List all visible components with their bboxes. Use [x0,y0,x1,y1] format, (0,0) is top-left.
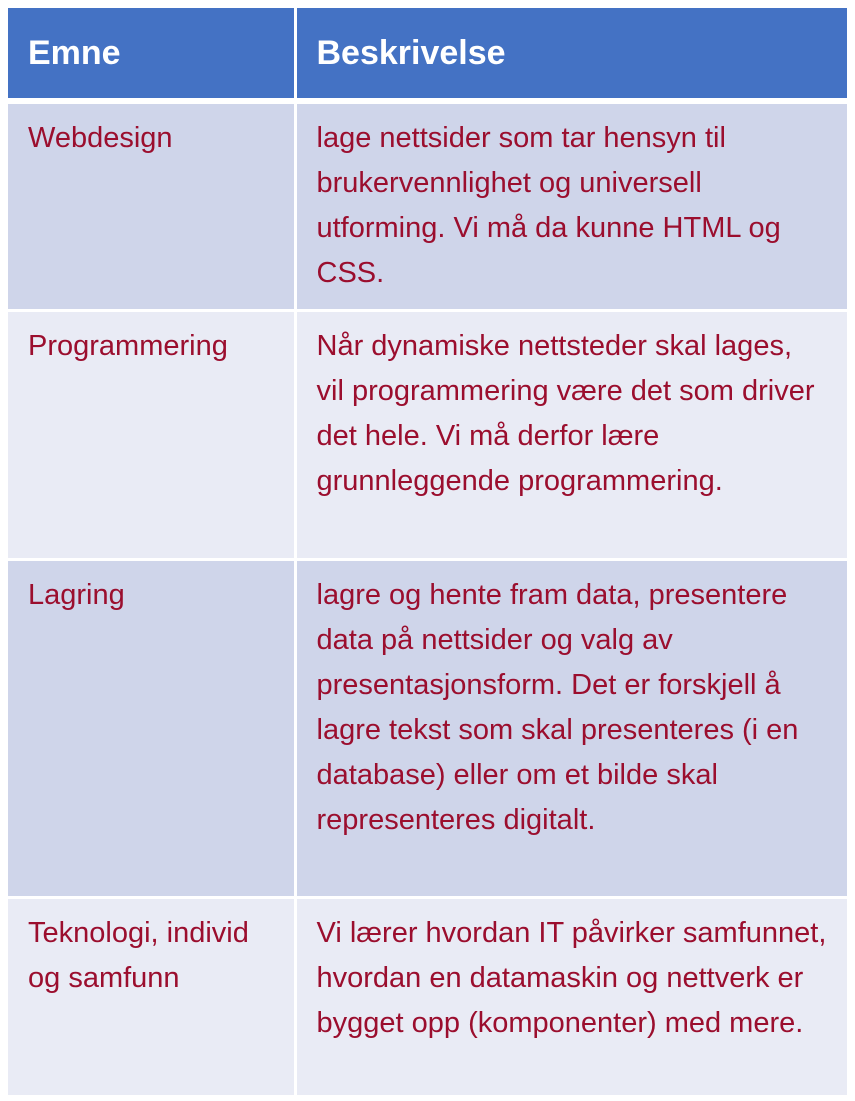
topic-cell: Lagring [8,560,295,898]
table-row [8,311,847,560]
header-description: Beskrivelse [295,8,847,101]
topic-cell: Programmering [8,311,295,560]
subjects-table [8,8,847,1095]
subjects-table-container [8,8,847,1095]
description-cell: lagre og hente fram data, presentere data på nettsider og valg av presentasjonsform. Det er forskjell å lagre tekst som skal presenteres (i en database) eller om et bilde skal representeres digitalt. [295,560,847,898]
description-cell: Når dynamiske nettsteder skal lages, vil programmering være det som driver det hele. Vi må derfor lære grunnleggende programmering. [295,311,847,560]
description-cell: Vi lærer hvordan IT påvirker samfunnet, hvordan en datamaskin og nettverk er bygget opp (komponenter) med mere. [295,898,847,1096]
table-header-row [8,8,847,101]
table-row [8,898,847,1096]
topic-cell: Teknologi, individ og samfunn [8,898,295,1096]
topic-cell: Webdesign [8,101,295,311]
table-row [8,560,847,898]
header-topic: Emne [8,8,295,101]
description-cell: lage nettsider som tar hensyn til brukervennlighet og universell utforming. Vi må da kunne HTML og CSS. [295,101,847,311]
table-row [8,101,847,311]
